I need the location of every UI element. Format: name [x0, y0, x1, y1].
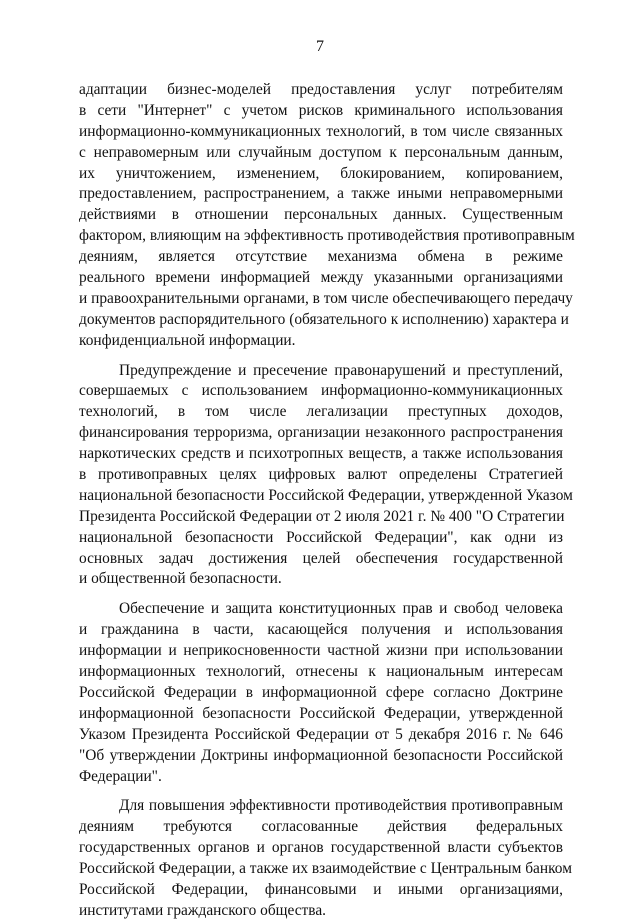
text-line: в противоправных целях цифровых валют определены Стратегией	[79, 466, 563, 484]
paragraph	[79, 796, 572, 921]
text-line: государственных органов и органов государственной власти субъектов	[79, 839, 563, 857]
text-line: Обеспечение и защита конституционных прав и свобод человека	[119, 600, 563, 618]
text-line: фактором, влияющим на эффективность противодействия противоправным	[79, 227, 575, 245]
text-line: в сети "Интернет" с учетом рисков криминального использования	[79, 101, 563, 119]
text-line: и правоохранительными органами, в том числе обеспечивающего передачу	[79, 289, 573, 307]
text-line: Предупреждение и пресечение правонарушений и преступлений,	[119, 361, 563, 379]
text-line: информации и неприкосновенности частной жизни при использовании	[79, 642, 563, 660]
text-line: Федерации".	[79, 767, 162, 785]
text-line: и гражданина в части, касающейся получения и использования	[79, 621, 563, 639]
text-line: "Об утверждении Доктрины информационной безопасности Российской	[79, 746, 563, 764]
text-line: адаптации бизнес-моделей предоставления услуг потребителям	[79, 81, 563, 98]
text-line: и общественной безопасности.	[79, 570, 282, 588]
text-line: предоставлением, распространением, а также иными неправомерными	[79, 185, 563, 203]
text-line: информационной безопасности Российской Федерации, утвержденной	[79, 704, 563, 722]
text-line: с неправомерным или случайным доступом к персональным данным,	[79, 143, 563, 161]
paragraph-gap	[79, 352, 563, 361]
paragraph-gap	[79, 787, 563, 796]
text-line: наркотических средств и психотропных веществ, а также использования	[79, 445, 563, 463]
text-line: Российской Федерации, а также их взаимодействие с Центральным банком	[79, 860, 572, 878]
text-line: реального времени информацией между указанными организациями	[79, 269, 563, 287]
page-number: 7	[316, 38, 324, 55]
text-line: деяниям, является отсутствие механизма обмена в режиме	[79, 248, 563, 266]
text-line: совершаемых с использованием информационно-коммуникационных	[79, 382, 563, 400]
text-line: Президента Российской Федерации от 2 июля 2021 г. № 400 "О Стратегии	[79, 507, 565, 525]
text-line: институтами гражданского общества.	[79, 901, 327, 919]
text-line: информационно-коммуникационных технологий, в том числе связанных	[79, 122, 563, 140]
paragraph-gap	[79, 590, 563, 599]
text-line: национальной безопасности Российской Федерации, утвержденной Указом	[79, 486, 573, 504]
text-line: основных задач достижения целей обеспечения государственной	[79, 549, 563, 567]
paragraph	[79, 80, 575, 352]
text-line: Российской Федерации, финансовыми и иными организациями,	[79, 880, 563, 898]
text-line: документов распорядительного (обязательного к исполнению) характера и	[79, 310, 569, 328]
text-line: их уничтожением, изменением, блокированием, копированием,	[79, 164, 563, 182]
document-body	[79, 80, 575, 922]
text-line: действиями в отношении персональных данных. Существенным	[79, 206, 563, 224]
text-line: конфиденциальной информации.	[79, 331, 296, 349]
paragraph	[79, 599, 563, 787]
text-line: Указом Президента Российской Федерации от 5 декабря 2016 г. № 646	[79, 725, 563, 743]
text-line: информационных технологий, отнесены к национальным интересам	[79, 663, 563, 681]
paragraph	[79, 361, 573, 591]
text-line: деяниям требуются согласованные действия федеральных	[79, 818, 563, 836]
text-line: финансирования терроризма, организации незаконного распространения	[79, 424, 563, 442]
text-line: национальной безопасности Российской Федерации", как одни из	[79, 528, 563, 546]
text-line: технологий, в том числе легализации преступных доходов,	[79, 403, 563, 421]
text-line: Для повышения эффективности противодействия противоправным	[119, 797, 563, 815]
text-line: Российской Федерации в информационной сфере согласно Доктрине	[79, 683, 563, 701]
